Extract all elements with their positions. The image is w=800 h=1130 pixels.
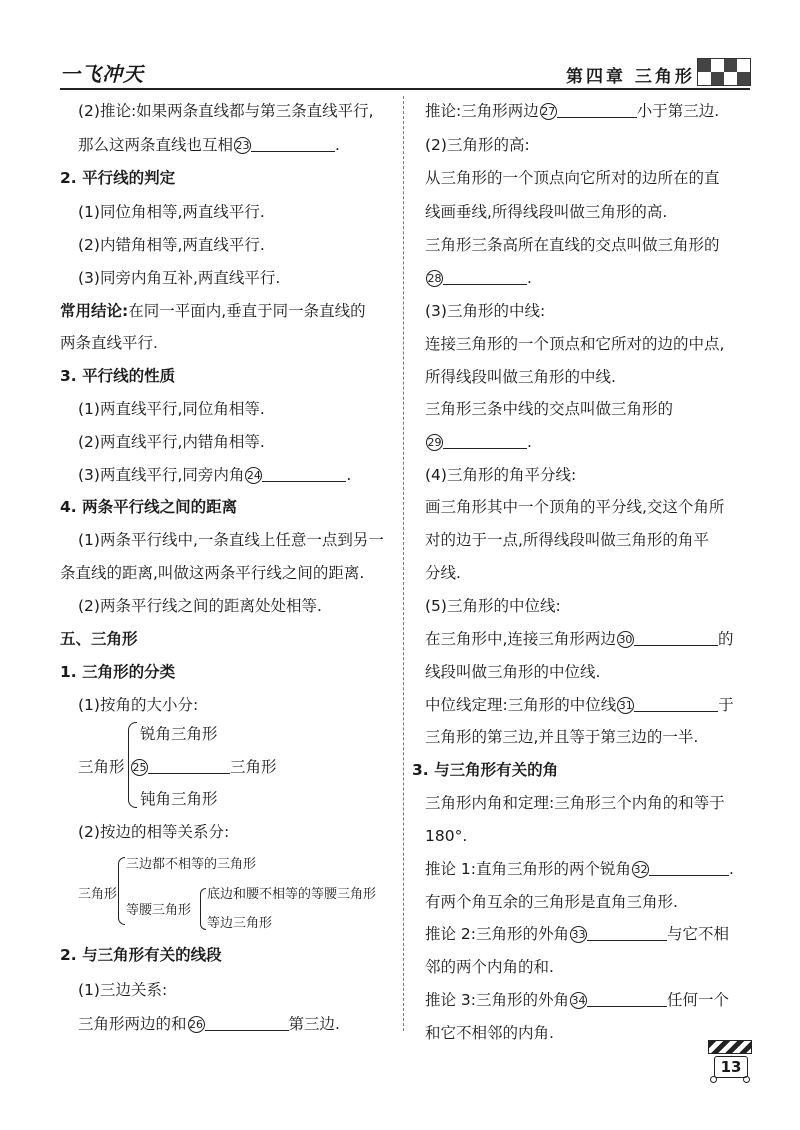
text-line: 的 bbox=[717, 630, 734, 648]
conclusion-label: 常用结论: bbox=[60, 302, 129, 320]
text-line: (2)推论:如果两条直线都与第三条直线平行, bbox=[78, 102, 374, 120]
left-brace bbox=[118, 857, 125, 925]
answer-blank[interactable] bbox=[443, 270, 527, 285]
text-line: 三角形的第三边,并且等于第三边的一半. bbox=[425, 728, 699, 746]
blank-number: 25 bbox=[132, 761, 147, 774]
text-line: 与它不相 bbox=[667, 925, 730, 943]
blank-number: 23 bbox=[235, 139, 250, 152]
text-line: 29 . bbox=[427, 433, 532, 451]
text-line: 中位线定理:三角形的中位线 bbox=[425, 696, 617, 714]
left-brace bbox=[200, 888, 206, 930]
text-line: 分线. bbox=[425, 564, 461, 582]
text-line: 线段叫做三角形的中位线. bbox=[425, 663, 601, 681]
text-line: 连接三角形的一个顶点和它所对的边的中点, bbox=[425, 335, 725, 353]
column-divider bbox=[403, 96, 404, 1031]
answer-blank[interactable] bbox=[557, 103, 637, 118]
classification-root: 三角形 bbox=[78, 758, 125, 776]
answer-blank[interactable] bbox=[251, 137, 335, 152]
blank-number: 31 bbox=[618, 699, 633, 712]
section-heading: 3. 与三角形有关的角 bbox=[412, 761, 559, 779]
text-line: 有两个角互余的三角形是直角三角形. bbox=[425, 893, 678, 911]
answer-blank[interactable] bbox=[634, 697, 718, 712]
answer-blank[interactable] bbox=[262, 467, 346, 482]
text-line: (4)三角形的角平分线: bbox=[425, 466, 577, 484]
text-line bbox=[60, 301, 366, 321]
text-line: 第三边. bbox=[288, 1015, 340, 1033]
text-line: 所得线段叫做三角形的中线. bbox=[425, 368, 616, 386]
text-line: 推论 2:三角形的外角 bbox=[425, 925, 570, 943]
page-number: 13 bbox=[714, 1056, 748, 1078]
blank-number: 24 bbox=[246, 469, 261, 482]
blank-number: 33 bbox=[571, 928, 586, 941]
section-heading: 4. 两条平行线之间的距离 bbox=[60, 498, 238, 516]
text-line: 三角形三条高所在直线的交点叫做三角形的 bbox=[425, 236, 720, 254]
classification-item: 钝角三角形 bbox=[140, 790, 218, 808]
blank-number: 30 bbox=[618, 633, 633, 646]
answer-blank[interactable] bbox=[587, 992, 667, 1007]
blank-number: 32 bbox=[633, 863, 648, 876]
text-line: 小于第三边. bbox=[636, 102, 720, 120]
text-line: (2)内错角相等,两直线平行. bbox=[78, 236, 265, 254]
section-heading: 2. 平行线的判定 bbox=[60, 169, 176, 187]
text-line: 和它不相邻的内角. bbox=[425, 1024, 554, 1042]
classification-root: 三角形 bbox=[78, 887, 118, 902]
text-line: 对的边于一点,所得线段叫做三角形的角平 bbox=[425, 531, 709, 549]
header-rule bbox=[60, 88, 750, 90]
text-line: 于 bbox=[718, 696, 734, 714]
page-number-badge bbox=[708, 1040, 752, 1082]
answer-blank[interactable] bbox=[443, 434, 527, 449]
text-line: (1)三边关系: bbox=[78, 981, 168, 999]
section-heading: 1. 三角形的分类 bbox=[60, 663, 176, 681]
text-line: 推论 1:直角三角形的两个锐角 bbox=[425, 860, 632, 878]
text-line: (5)三角形的中位线: bbox=[425, 597, 561, 615]
text-line bbox=[130, 757, 277, 777]
blank-number: 29 bbox=[427, 436, 442, 449]
text-line: 三角形三条中线的交点叫做三角形的 bbox=[425, 400, 674, 418]
text-line: (3)两直线平行,同旁内角 bbox=[78, 466, 245, 484]
text-line: 在同一平面内,垂直于同一条直线的 bbox=[128, 302, 366, 320]
text-line: (3)两直线平行,同旁内角 24 . bbox=[78, 466, 352, 484]
barrier-stripes-icon bbox=[708, 1040, 752, 1054]
text-line: (2)三角形的高: bbox=[425, 136, 530, 154]
text-line: (2)按边的相等关系分: bbox=[78, 823, 230, 841]
blank-number: 28 bbox=[427, 272, 442, 285]
text-line: 那么这两条直线也互相 23 . bbox=[78, 136, 340, 154]
text-line: 两条直线平行. bbox=[60, 334, 158, 352]
text-line: 那么这两条直线也互相 bbox=[78, 136, 234, 154]
answer-blank[interactable] bbox=[205, 1016, 289, 1031]
wheel-icon bbox=[710, 1076, 717, 1083]
text-line: 条直线的距离,叫做这两条平行线之间的距离. bbox=[60, 564, 365, 582]
classification-item: 等边三角形 bbox=[207, 916, 273, 931]
text-line: 线画垂线,所得线段叫做三角形的高. bbox=[425, 203, 668, 221]
blank-number: 26 bbox=[189, 1018, 204, 1031]
text-line: (1)两条平行线中,一条直线上任意一点到另一 bbox=[78, 531, 384, 549]
text-line: 从三角形的一个顶点向它所对的边所在的直 bbox=[425, 169, 720, 187]
wheel-icon bbox=[743, 1076, 750, 1083]
classification-item: 底边和腰不相等的等腰三角形 bbox=[207, 887, 377, 902]
text-line bbox=[425, 695, 734, 715]
text-line: (2)两条平行线之间的距离处处相等. bbox=[78, 597, 322, 615]
section-heading: 3. 平行线的性质 bbox=[60, 367, 176, 385]
chapter-title: 第四章 三角形 bbox=[566, 67, 695, 87]
text-line: 在三角形中,连接三角形两边 bbox=[425, 630, 616, 648]
text-line: (1)两直线平行,同位角相等. bbox=[78, 400, 265, 418]
header-checker-icon bbox=[697, 58, 751, 86]
series-logo: 一飞冲天 bbox=[60, 62, 144, 86]
text-line: (1)按角的大小分: bbox=[78, 696, 199, 714]
classification-item: 三边都不相等的三角形 bbox=[126, 857, 257, 872]
answer-blank[interactable] bbox=[634, 631, 718, 646]
blank-number: 27 bbox=[541, 105, 556, 118]
text-line bbox=[425, 101, 719, 121]
text-line bbox=[78, 1014, 340, 1034]
text-line: (2)两直线平行,内错角相等. bbox=[78, 433, 265, 451]
text-line: (3)同旁内角互补,两直线平行. bbox=[78, 269, 281, 287]
text-line bbox=[425, 990, 729, 1010]
text-line: 180°. bbox=[425, 827, 468, 845]
text-line: 推论 1:直角三角形的两个锐角 32 . bbox=[425, 860, 734, 878]
text-line: 推论:三角形两边 bbox=[425, 102, 539, 120]
text-line: (1)同位角相等,两直线平行. bbox=[78, 203, 265, 221]
text-line: 三角形内角和定理:三角形三个内角的和等于 bbox=[425, 794, 725, 812]
text-line: 邻的两个内角的和. bbox=[425, 958, 554, 976]
text-line bbox=[425, 629, 733, 649]
classification-item: 等腰三角形 bbox=[126, 903, 192, 918]
text-line: (3)三角形的中线: bbox=[425, 302, 546, 320]
section-heading: 2. 与三角形有关的线段 bbox=[60, 946, 222, 964]
text-line: 三角形两边的和 bbox=[78, 1015, 187, 1033]
classification-item: 锐角三角形 bbox=[140, 725, 218, 743]
text-line: 28 . bbox=[427, 269, 532, 287]
part-heading: 五、三角形 bbox=[60, 630, 138, 648]
blank-number: 34 bbox=[571, 994, 586, 1007]
answer-blank[interactable] bbox=[587, 926, 667, 941]
answer-blank[interactable] bbox=[649, 861, 729, 876]
text-line bbox=[425, 924, 729, 944]
classification-item: 三角形 bbox=[230, 758, 277, 776]
text-line: 推论 3:三角形的外角 bbox=[425, 991, 570, 1009]
answer-blank[interactable] bbox=[148, 759, 230, 774]
text-line: 画三角形其中一个顶角的平分线,交这个角所 bbox=[425, 498, 725, 516]
text-line: 任何一个 bbox=[667, 991, 730, 1009]
